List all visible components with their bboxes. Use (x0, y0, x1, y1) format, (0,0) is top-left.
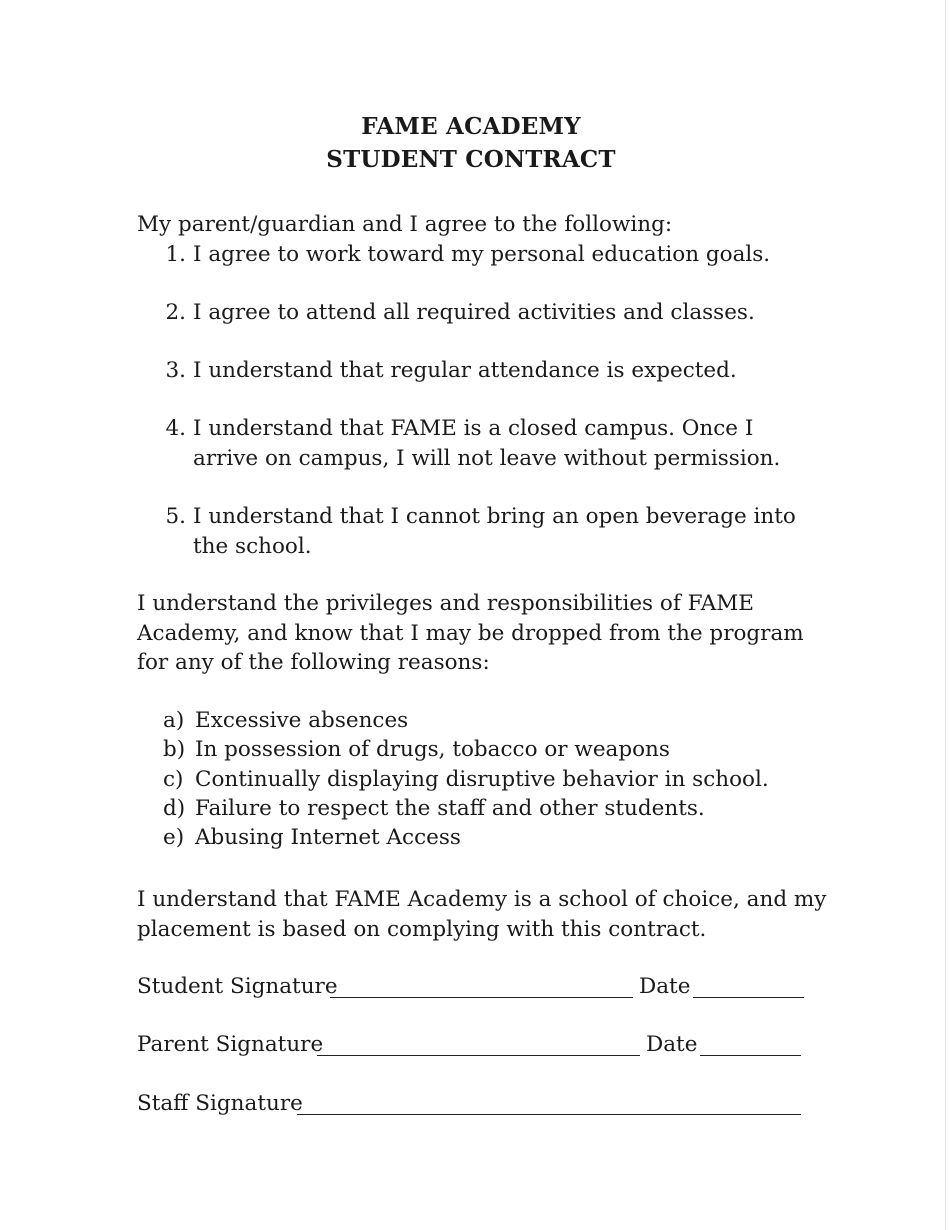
item-letter: d) (163, 795, 186, 821)
parent-date-line[interactable] (700, 1055, 801, 1056)
choice-paragraph: I understand that FAME Academy is a school of choice, and my placement is based on complying with this contract. (137, 887, 827, 942)
reasons-list (163, 706, 803, 852)
intro-text: My parent/guardian and I agree to the following: (137, 212, 673, 237)
item-letter: c) (163, 766, 184, 792)
item-letter: b) (163, 737, 186, 763)
item-text: I understand that regular attendance is expected. (193, 358, 737, 383)
staff-signature-label: Staff Signature (137, 1091, 303, 1116)
item-text: Continually displaying disruptive behavior in school. (195, 766, 769, 792)
item-letter: a) (163, 708, 185, 733)
list-item (163, 706, 803, 735)
item-text: I agree to attend all required activities and classes. (193, 300, 755, 325)
student-signature-line[interactable] (330, 997, 633, 998)
item-number: 4. (165, 416, 186, 441)
list-item (163, 765, 803, 794)
item-text: Excessive absences (195, 708, 409, 733)
parent-signature-label: Parent Signature (137, 1032, 324, 1057)
item-letter: e) (163, 825, 185, 851)
parent-signature-row (137, 1030, 807, 1060)
item-number: 1. (165, 242, 186, 267)
item-text: I agree to work toward my personal education goals. (193, 242, 771, 267)
document-subtitle: STUDENT CONTRACT (326, 146, 616, 173)
parent-signature-line[interactable] (317, 1055, 640, 1056)
item-number: 3. (165, 358, 186, 383)
item-number: 2. (165, 300, 186, 325)
list-item (163, 823, 803, 852)
item-text: Failure to respect the staff and other students. (195, 795, 705, 821)
staff-signature-line[interactable] (297, 1114, 801, 1115)
list-item (163, 794, 803, 823)
student-date-label: Date (639, 974, 691, 999)
item-number: 5. (165, 504, 186, 529)
item-text: I understand that I cannot bring an open beverage into the school. (193, 504, 796, 559)
staff-signature-row (137, 1089, 807, 1119)
student-signature-label: Student Signature (137, 974, 338, 999)
student-date-line[interactable] (693, 997, 804, 998)
student-signature-row (137, 972, 807, 1002)
document-title: FAME ACADEMY (361, 113, 581, 140)
parent-date-label: Date (646, 1032, 698, 1057)
item-text: Abusing Internet Access (195, 825, 461, 851)
privileges-paragraph: I understand the privileges and responsibilities of FAME Academy, and know that I may be dropped from the program for any of the following reasons: (137, 591, 804, 675)
list-item (163, 735, 803, 764)
item-text: I understand that FAME is a closed campus. Once I arrive on campus, I will not leave without permission. (193, 416, 781, 471)
page-edge (945, 0, 946, 1230)
item-text: In possession of drugs, tobacco or weapons (195, 737, 670, 763)
